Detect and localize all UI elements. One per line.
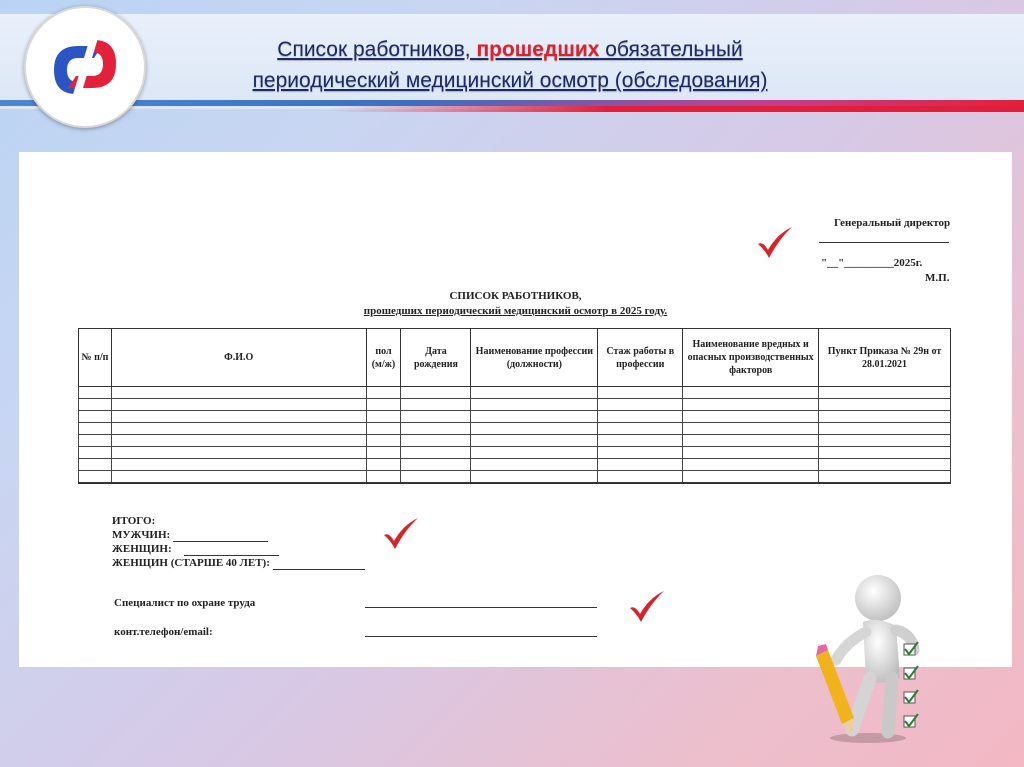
table-row	[79, 423, 951, 435]
table-header-row	[79, 329, 951, 387]
total-label: ИТОГО:	[112, 515, 156, 527]
women-over-40-label: ЖЕНЩИН (СТАРШЕ 40 ЛЕТ):	[112, 557, 270, 569]
women-label: ЖЕНЩИН:	[112, 543, 172, 555]
col-header-birthdate: Дата рождения	[401, 329, 471, 387]
checkmark-icon	[755, 224, 795, 260]
totals-block	[112, 514, 365, 570]
table-body	[79, 387, 951, 483]
title-part-1: Список работников,	[277, 38, 477, 61]
contact-line	[365, 636, 597, 637]
col-header-name: Ф.И.О	[111, 329, 366, 387]
specialist-signature-line	[365, 607, 597, 608]
employee-table	[78, 328, 951, 484]
sfr-logo-icon	[24, 6, 146, 128]
specialist-label: Специалист по охране труда	[114, 597, 256, 609]
list-subtitle: прошедших периодический медицинский осмотр в 2025 году.	[363, 305, 668, 317]
contact-label: конт.телефон/email:	[114, 626, 213, 638]
col-header-hazards: Наименование вредных и опасных производственных факторов	[683, 329, 819, 387]
director-signature-line	[819, 242, 949, 243]
table-row	[79, 447, 951, 459]
approval-date: "__"_________2025г.	[821, 257, 923, 269]
col-header-profession: Наименование профессии (должности)	[471, 329, 598, 387]
director-title: Генеральный директор	[834, 217, 951, 229]
table-row	[79, 387, 951, 399]
col-header-experience: Стаж работы в профессии	[598, 329, 683, 387]
men-label: МУЖЧИН:	[112, 529, 171, 541]
checkmark-icon	[381, 515, 421, 551]
stripe-red	[330, 106, 1024, 112]
checkmark-icon	[627, 588, 667, 624]
title-line-1	[160, 34, 860, 65]
table-row	[79, 399, 951, 411]
women-row	[112, 542, 365, 556]
title-highlight: прошедших	[476, 38, 600, 61]
list-title: СПИСОК РАБОТНИКОВ,	[449, 290, 582, 302]
table-row	[79, 459, 951, 471]
table-row	[79, 435, 951, 447]
col-header-sex: пол (м/ж)	[366, 329, 401, 387]
col-header-number: № п/п	[79, 329, 112, 387]
table-row	[79, 471, 951, 483]
women-over-40-line	[273, 569, 365, 570]
title-part-2: обязательный	[599, 38, 743, 61]
table-row	[79, 411, 951, 423]
title-line-2: периодический медицинский осмотр (обследования)	[252, 69, 768, 92]
women-over-40-row	[112, 556, 365, 570]
men-row	[112, 528, 365, 542]
page-title	[160, 34, 860, 96]
col-header-order-item: Пункт Приказа № 29н от 28.01.2021	[819, 329, 951, 387]
logo-graphic	[26, 8, 144, 126]
header-stripes	[0, 100, 1024, 114]
stamp-label: М.П.	[925, 272, 950, 284]
person-with-pencil-illustration	[808, 568, 938, 743]
